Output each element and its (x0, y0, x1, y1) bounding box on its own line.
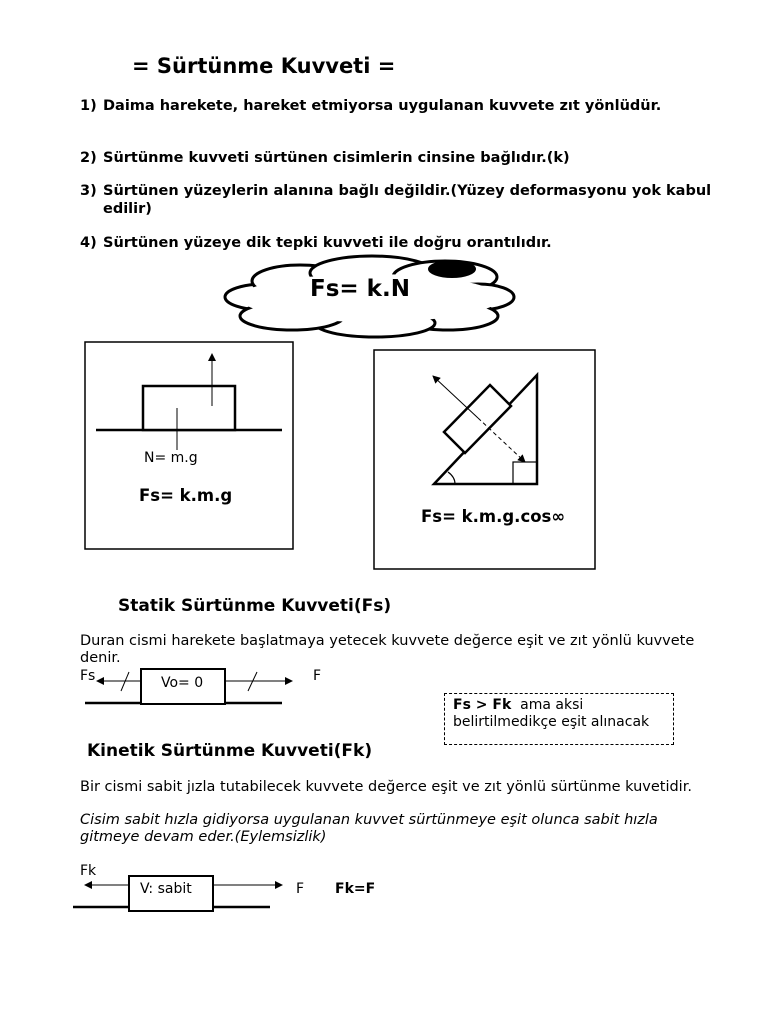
static-friction-label: Fs (80, 668, 96, 684)
rule-text: Sürtünme kuvveti sürtünen cisimlerin cinsine bağlıdır.(k) (103, 150, 570, 166)
kinetic-heading: Kinetik Sürtünme Kuvveti(Fk) (87, 741, 373, 761)
kinetic-applied-label: F (296, 881, 305, 897)
kinetic-friction-label: Fk (80, 863, 97, 879)
flat-block (143, 386, 235, 430)
rule-number: 4) (80, 235, 97, 251)
static-applied-label: F (313, 668, 322, 684)
normal-force-label: N= m.g (144, 450, 198, 466)
kinetic-equation: Fk=F (335, 881, 376, 897)
note-text: ama aksi belirtilmedikçe eşit alınacak (453, 697, 650, 730)
rule-number: 2) (80, 150, 97, 166)
note-box (444, 693, 674, 745)
incline-friction-formula: Fs= k.m.g.cos∞ (421, 507, 566, 526)
note-bold: Fs > Fk (453, 697, 512, 713)
rule-text: Sürtünen yüzeylerin alanına bağlı değildir.(Yüzey deformasyonu yok kabul edilir) (103, 183, 712, 217)
static-heading: Statik Sürtünme Kuvveti(Fs) (118, 596, 392, 616)
incline-normal-arrow (433, 376, 478, 418)
cloud-blob (428, 260, 476, 278)
static-block-label: Vo= 0 (161, 675, 204, 691)
page-title: = Sürtünme Kuvveti = (132, 54, 396, 78)
kinetic-description: Bir cismi sabit jızla tutabilecek kuvvete değerce eşit ve zıt yönlü sürtünme kuvetidir. (80, 779, 692, 795)
flat-diagram-frame (85, 342, 293, 549)
rule-number: 1) (80, 98, 97, 114)
rule-number: 3) (80, 183, 97, 199)
flat-friction-formula: Fs= k.m.g (139, 486, 233, 505)
kinetic-block-label: V: sabit (140, 881, 192, 897)
kinetic-italic-text: Cisim sabit hızla gidiyorsa uygulanan kuvvet sürtünmeye eşit olunca sabit hızla gitmeye devam eder.(Eylemsizlik) (80, 812, 658, 845)
rule-text: Daima harekete, hareket etmiyorsa uygulanan kuvvete zıt yönlüdür. (103, 98, 662, 114)
rule-text: Sürtünen yüzeye dik tepki kuvveti ile doğru orantılıdır. (103, 235, 552, 251)
static-description: Duran cismi harekete başlatmaya yetecek kuvvete değerce eşit ve zıt yönlü kuvvete denir. (80, 633, 695, 666)
cloud-formula: Fs= k.N (310, 276, 410, 302)
